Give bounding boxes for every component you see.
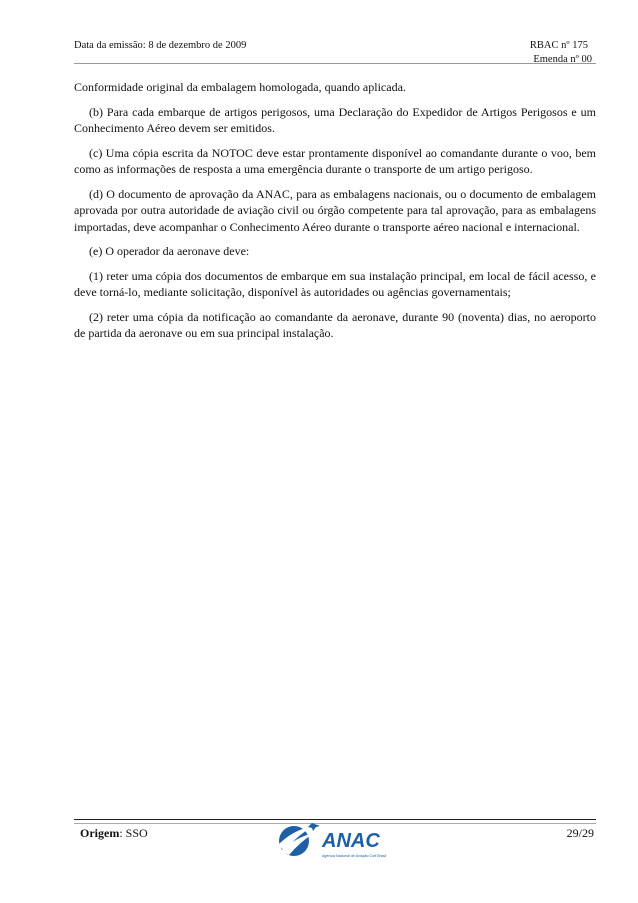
- logo-text: ANAC: [322, 830, 380, 852]
- paragraph-d: (d) O documento de aprovação da ANAC, para as embalagens nacionais, ou o documento de embalagem aprovada por outra autoridade de aviação civil ou órgão competente para tal aprovação, para as embalagens importadas, deve acompanhar o Conhecimento Aéreo durante o transporte aéreo nacional e internacional.: [74, 186, 596, 234]
- issue-date: Data da emissão: 8 de dezembro de 2009: [74, 40, 247, 51]
- paragraph-conformity: Conformidade original da embalagem homologada, quando aplicada.: [74, 80, 406, 94]
- paragraph-e: (e) O operador da aeronave deve:: [89, 244, 250, 258]
- anac-logo: [272, 815, 412, 863]
- document-id: RBAC nº 175: [529, 40, 588, 51]
- logo-tagline: Agência Nacional de Aviação Civil Brasil: [322, 854, 387, 858]
- paragraph-c: (c) Uma cópia escrita da NOTOC deve estar prontamente disponível ao comandante durante o voo, bem como as informações de resposta a uma emergência durante o transporte de um artigo perigoso.: [74, 145, 596, 176]
- paragraph-b: (b) Para cada embarque de artigos perigosos, uma Declaração do Expedidor de Artigos Perigosos e um Conhecimento Aéreo devem ser emitidos.: [74, 104, 596, 135]
- document-body: [74, 79, 596, 350]
- paragraph-e2: (2) reter uma cópia da notificação ao comandante da aeronave, durante 90 (noventa) dias, no aeroporto de partida da aeronave ou em sua principal instalação.: [74, 309, 596, 340]
- paragraph-e1: (1) reter uma cópia dos documentos de embarque em sua instalação principal, em local de fácil acesso, e deve torná-lo, mediante solicitação, disponível às autoridades ou agências governamentais;: [74, 268, 596, 299]
- origin-label: Origem: [80, 826, 120, 840]
- footer-origin: [80, 826, 148, 841]
- origin-value: : SSO: [119, 826, 148, 840]
- logo-airplane-icon: [308, 823, 320, 831]
- header-divider: [74, 63, 596, 64]
- amendment-number: Emenda nº 00: [533, 54, 592, 65]
- page-number: 29/29: [566, 826, 594, 840]
